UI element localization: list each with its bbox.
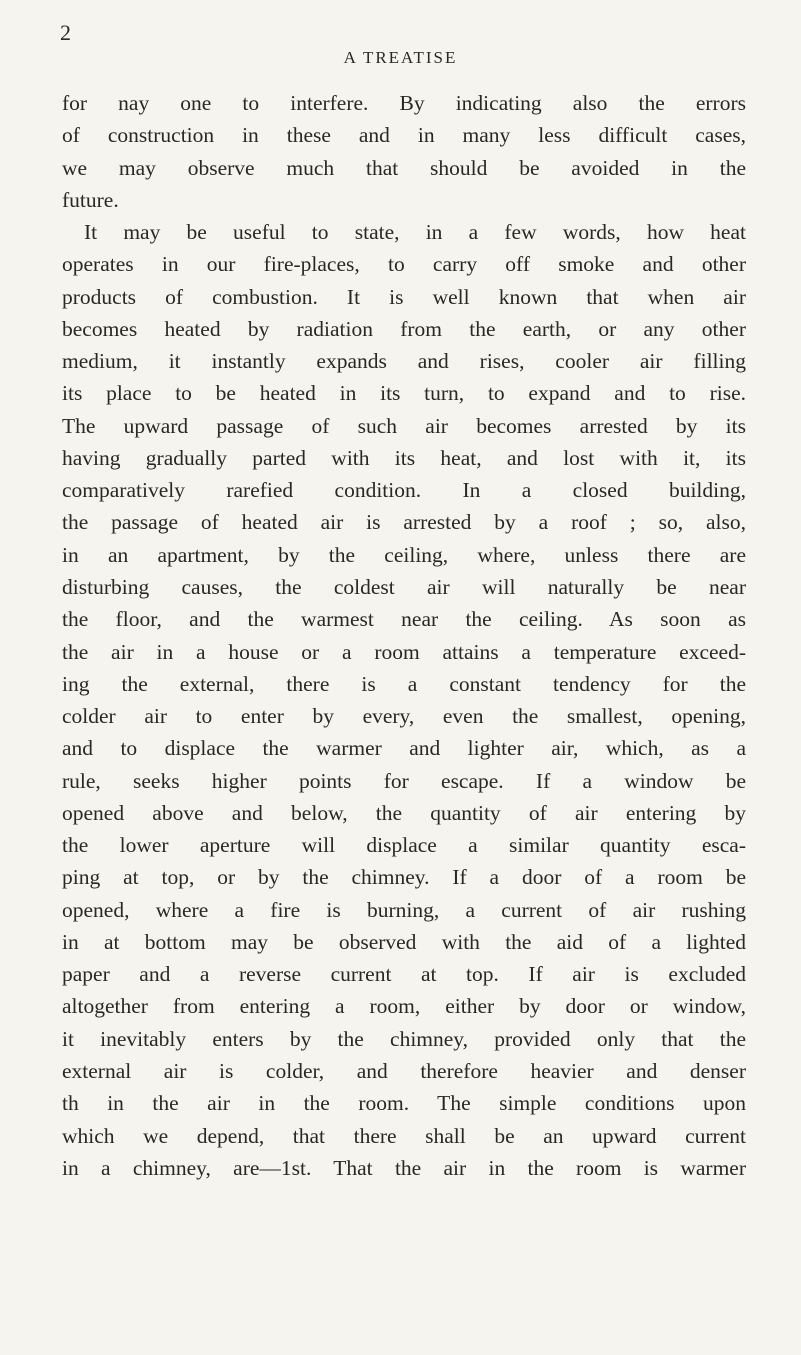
text-line: the lower aperture will displace a similar quantity esca- — [62, 833, 746, 858]
text-line: we may observe much that should be avoided in the — [62, 155, 746, 180]
running-head: A TREATISE — [343, 48, 458, 67]
text-line: in at bottom may be observed with the aid of a lighted — [62, 929, 746, 954]
text-line: having gradually parted with its heat, and lost with it, its — [62, 445, 746, 470]
text-line: of construction in these and in many less difficult cases, — [62, 123, 746, 148]
text-line: rule, seeks higher points for escape. If a window be — [62, 768, 746, 793]
text-line: colder air to enter by every, even the smallest, opening, — [62, 704, 746, 729]
text-line: and to displace the warmer and lighter air, which, as a — [62, 736, 746, 761]
body-text — [62, 87, 746, 1184]
text-line: opened, where a fire is burning, a current of air rushing — [62, 897, 746, 922]
text-line: ing the external, there is a constant tendency for the — [62, 671, 746, 696]
text-line: opened above and below, the quantity of air entering by — [62, 800, 746, 825]
text-line: disturbing causes, the coldest air will naturally be near — [62, 574, 746, 599]
text-line: the passage of heated air is arrested by a roof ; so, also, — [62, 510, 746, 535]
text-line: operates in our fire-places, to carry off smoke and other — [62, 252, 746, 277]
text-line: it inevitably enters by the chimney, provided only that the — [62, 1026, 746, 1051]
text-line: The upward passage of such air becomes arrested by its — [62, 413, 746, 438]
text-line: which we depend, that there shall be an upward current — [62, 1123, 746, 1148]
text-line: comparatively rarefied condition. In a closed building, — [62, 478, 746, 503]
text-line: for nay one to interfere. By indicating also the errors — [62, 91, 746, 115]
text-line: the floor, and the warmest near the ceiling. As soon as — [62, 607, 746, 632]
text-line: th in the air in the room. The simple conditions upon — [62, 1091, 746, 1116]
text-line: ping at top, or by the chimney. If a door of a room be — [62, 865, 746, 890]
text-line: altogether from entering a room, either by door or window, — [62, 994, 746, 1019]
text-line: medium, it instantly expands and rises, cooler air filling — [62, 349, 746, 374]
text-line: paper and a reverse current at top. If air is excluded — [62, 962, 746, 987]
page-number: 2 — [60, 20, 71, 45]
text-line: becomes heated by radiation from the earth, or any other — [62, 316, 746, 341]
text-line: in an apartment, by the ceiling, where, unless there are — [62, 542, 746, 567]
text-line: the air in a house or a room attains a temperature exceed- — [62, 639, 746, 664]
text-line: future. — [62, 187, 119, 212]
text-line: It may be useful to state, in a few words, how heat — [84, 220, 746, 245]
text-line: products of combustion. It is well known that when air — [62, 284, 746, 309]
text-line: external air is colder, and therefore heavier and denser — [62, 1058, 746, 1083]
text-line: its place to be heated in its turn, to expand and to rise. — [62, 381, 746, 406]
text-line: in a chimney, are—1st. That the air in the room is warmer — [62, 1155, 746, 1180]
